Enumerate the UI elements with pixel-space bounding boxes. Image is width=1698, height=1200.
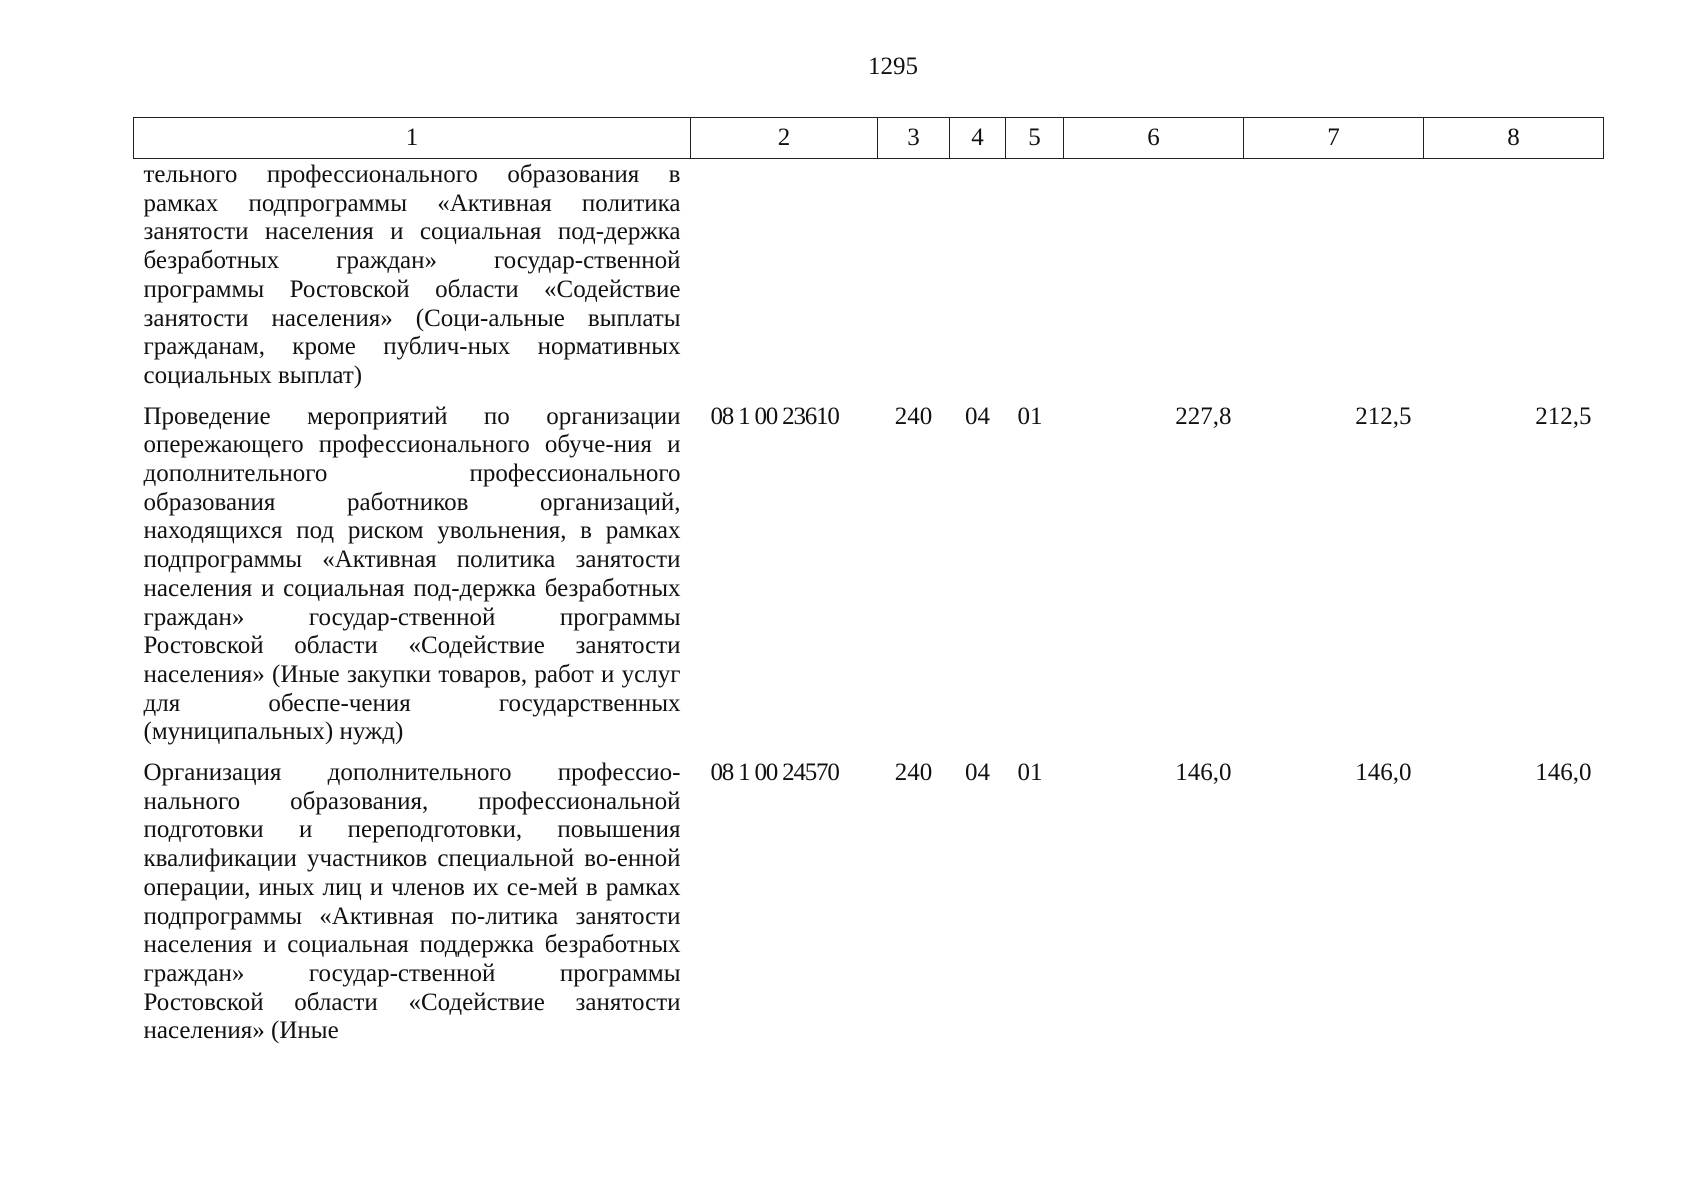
table-row: [134, 759, 1604, 1046]
row-expense-type: 240: [894, 402, 933, 430]
header-col-4: 4: [950, 118, 1006, 159]
row-amount-year-3: 212,5: [1535, 402, 1592, 430]
table-body: [134, 159, 1604, 1047]
row-target-code: 08 1 00 24570: [710, 759, 839, 787]
header-col-7: 7: [1244, 118, 1424, 159]
row-amount-year-2: 212,5: [1355, 402, 1412, 430]
row-amount-year-2: [1244, 159, 1424, 403]
row-target-code: [691, 159, 878, 403]
row-amount-year-3: 146,0: [1535, 759, 1592, 787]
row-target-code: 08 1 00 23610: [710, 402, 839, 430]
budget-table: [133, 117, 1604, 1046]
row-amount-year-2: 146,0: [1355, 759, 1412, 787]
row-subsection: 01: [1017, 402, 1043, 430]
row-amount-year-1: 146,0: [1175, 759, 1232, 787]
table-row: [134, 403, 1604, 759]
header-col-8: 8: [1424, 118, 1604, 159]
table-row: [134, 159, 1604, 403]
row-section: [950, 159, 1006, 403]
header-col-3: 3: [878, 118, 950, 159]
header-col-1: 1: [134, 118, 691, 159]
header-col-2: 2: [691, 118, 878, 159]
header-row: [134, 118, 1604, 159]
row-amount-year-1: [1064, 159, 1244, 403]
row-amount-year-3: [1424, 159, 1604, 403]
row-description: Проведение мероприятий по организации опережающего профессионального обуче-ния и дополнительного профессионального образования работников организаций, находящихся под риском увольнения, в рамках подпрограммы «Активная политика занятости населения и социальная под-держка безработных граждан» государ-ственной программы Ростовской области «Содействие занятости населения» (Иные закупки товаров, работ и услуг для обеспе-чения государственных (муниципальных) нужд): [143, 402, 681, 746]
row-subsection: 01: [1017, 759, 1043, 787]
row-section: 04: [965, 402, 990, 430]
header-col-5: 5: [1006, 118, 1064, 159]
row-description: Организация дополнительного профессио-нального образования, профессиональной подготовки и переподготовки, повышения квалификации участников специальной во-енной операции, иных лиц и членов их се-мей в рамках подпрограммы «Активная по-литика занятости населения и социальная поддержка безработных граждан» государ-ственной программы Ростовской области «Содействие занятости населения» (Иные: [143, 759, 681, 1045]
page-number: 1295: [868, 53, 918, 80]
row-description: тельного профессионального образования в рамках подпрограммы «Активная политика занятости населения и социальная под-держка безработных граждан» государ-ственной программы Ростовской области «Содействие занятости населения» (Соци-альные выплаты гражданам, кроме публич-ных нормативных социальных выплат): [143, 161, 681, 389]
row-expense-type: [878, 159, 950, 403]
row-section: 04: [965, 759, 990, 787]
header-col-6: 6: [1064, 118, 1244, 159]
row-amount-year-1: 227,8: [1175, 402, 1232, 430]
row-expense-type: 240: [894, 759, 933, 787]
row-subsection: [1006, 159, 1064, 403]
table-header: [134, 118, 1604, 159]
